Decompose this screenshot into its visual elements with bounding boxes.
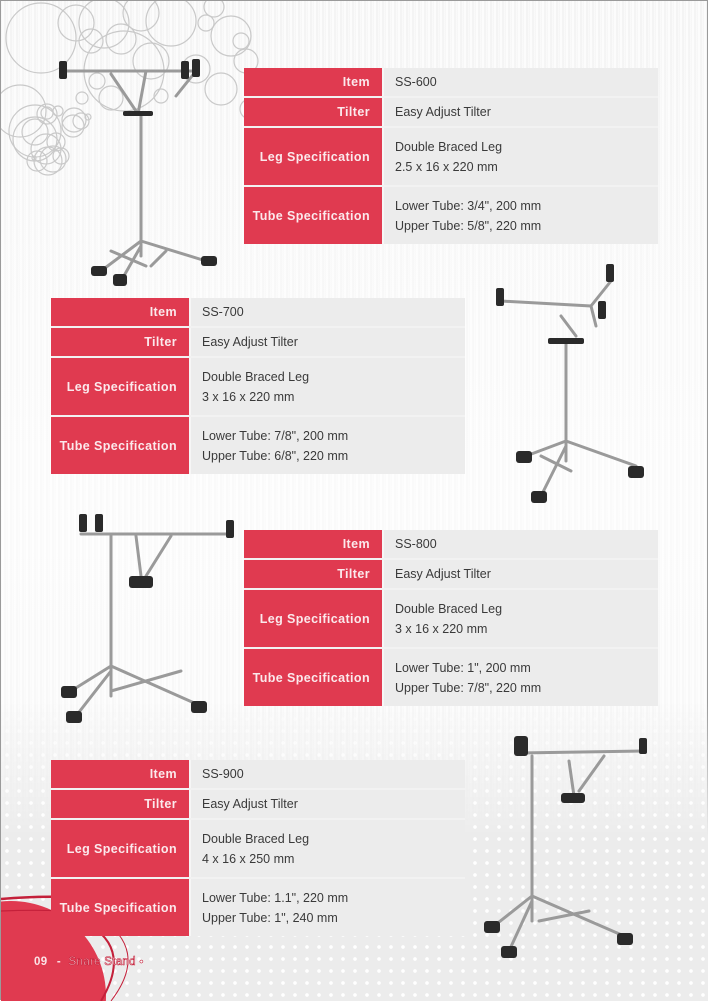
- snare-stand-ss-900-image: [479, 731, 659, 961]
- item-code: SS-600: [395, 75, 437, 89]
- value-item: [384, 530, 658, 558]
- upper-tube: Upper Tube: 1", 240 mm: [202, 910, 338, 925]
- value-tube: [191, 879, 465, 936]
- label-item: Item: [51, 760, 191, 788]
- row-tube: [51, 877, 465, 936]
- leg-dimensions: 4 x 16 x 250 mm: [202, 851, 295, 866]
- snare-stand-ss-700-image: [486, 256, 656, 506]
- label-tilter: Tilter: [51, 790, 191, 818]
- value-leg: [384, 590, 658, 647]
- label-tilter: Tilter: [244, 98, 384, 126]
- row-tube: [244, 647, 658, 706]
- upper-tube: Upper Tube: 7/8", 220 mm: [395, 680, 542, 695]
- row-tilter: [51, 788, 465, 818]
- spec-table-ss-800: [244, 530, 658, 706]
- spec-table-ss-700: [51, 298, 465, 474]
- label-item: Item: [51, 298, 191, 326]
- label-leg: Leg Specification: [51, 358, 191, 415]
- tilter-text: Easy Adjust Tilter: [202, 797, 298, 811]
- row-tube: [244, 185, 658, 244]
- leg-type: Double Braced Leg: [202, 831, 310, 846]
- leg-dimensions: 3 x 16 x 220 mm: [395, 621, 488, 636]
- value-item: [191, 760, 465, 788]
- value-tilter: [191, 328, 465, 356]
- label-tube: Tube Specification: [51, 417, 191, 474]
- value-tilter: [384, 560, 658, 588]
- value-leg: [191, 358, 465, 415]
- page-footer: [34, 956, 144, 968]
- footer-separator: -: [56, 956, 62, 968]
- leg-type: Double Braced Leg: [202, 369, 310, 384]
- row-tilter: [244, 96, 658, 126]
- value-leg: [384, 128, 658, 185]
- label-tube: Tube Specification: [244, 187, 384, 244]
- lower-tube: Lower Tube: 1.1", 220 mm: [202, 890, 349, 905]
- page-number: 09: [34, 956, 48, 968]
- value-tilter: [191, 790, 465, 818]
- item-code: SS-700: [202, 305, 244, 319]
- row-tilter: [51, 326, 465, 356]
- label-tilter: Tilter: [244, 560, 384, 588]
- value-tube: [191, 417, 465, 474]
- tilter-text: Easy Adjust Tilter: [395, 567, 491, 581]
- leg-dimensions: 2.5 x 16 x 220 mm: [395, 159, 498, 174]
- item-code: SS-800: [395, 537, 437, 551]
- bullet-icon: ●: [139, 958, 144, 966]
- value-leg: [191, 820, 465, 877]
- row-leg: [244, 126, 658, 185]
- row-leg: [244, 588, 658, 647]
- value-tube: [384, 649, 658, 706]
- row-leg: [51, 818, 465, 877]
- label-tube: Tube Specification: [244, 649, 384, 706]
- section-title: Snare Stand: [68, 956, 136, 968]
- spec-table-ss-900: [51, 760, 465, 936]
- snare-stand-ss-800-image: [51, 506, 236, 731]
- tilter-text: Easy Adjust Tilter: [395, 105, 491, 119]
- upper-tube: Upper Tube: 6/8", 220 mm: [202, 448, 349, 463]
- leg-type: Double Braced Leg: [395, 601, 503, 616]
- label-item: Item: [244, 530, 384, 558]
- tilter-text: Easy Adjust Tilter: [202, 335, 298, 349]
- row-tilter: [244, 558, 658, 588]
- label-tube: Tube Specification: [51, 879, 191, 936]
- label-leg: Leg Specification: [51, 820, 191, 877]
- value-item: [384, 68, 658, 96]
- lower-tube: Lower Tube: 3/4", 200 mm: [395, 198, 542, 213]
- row-item: [244, 68, 658, 96]
- snare-stand-ss-600-image: [51, 56, 226, 286]
- lower-tube: Lower Tube: 1", 200 mm: [395, 660, 531, 675]
- row-item: [51, 760, 465, 788]
- lower-tube: Lower Tube: 7/8", 200 mm: [202, 428, 349, 443]
- value-tilter: [384, 98, 658, 126]
- row-item: [244, 530, 658, 558]
- row-tube: [51, 415, 465, 474]
- label-leg: Leg Specification: [244, 128, 384, 185]
- row-item: [51, 298, 465, 326]
- spec-table-ss-600: [244, 68, 658, 244]
- item-code: SS-900: [202, 767, 244, 781]
- label-item: Item: [244, 68, 384, 96]
- leg-dimensions: 3 x 16 x 220 mm: [202, 389, 295, 404]
- leg-type: Double Braced Leg: [395, 139, 503, 154]
- upper-tube: Upper Tube: 5/8", 220 mm: [395, 218, 542, 233]
- label-leg: Leg Specification: [244, 590, 384, 647]
- row-leg: [51, 356, 465, 415]
- value-tube: [384, 187, 658, 244]
- value-item: [191, 298, 465, 326]
- label-tilter: Tilter: [51, 328, 191, 356]
